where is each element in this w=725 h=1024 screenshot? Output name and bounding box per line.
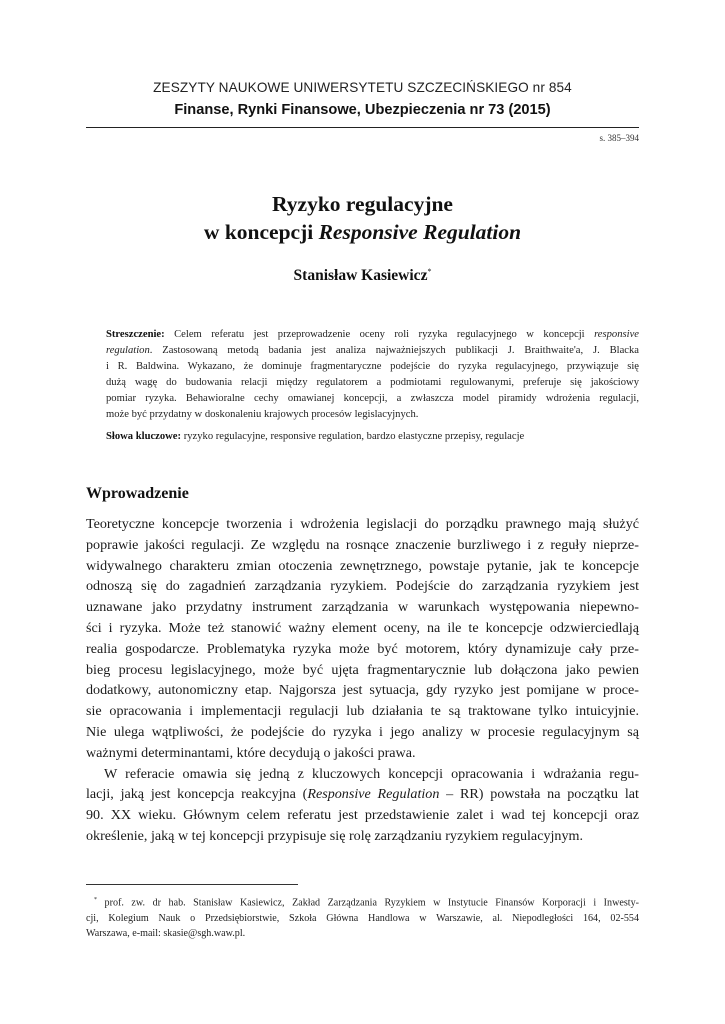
footnote-line	[86, 893, 639, 911]
article-title-line1: Ryzyko regulacyjne	[272, 192, 453, 216]
body-line: odnoszą się do zagadnień zarządzania ryzykiem. Podejście do zarządzania ryzykiem jest	[86, 578, 639, 595]
section-heading: Wprowadzenie	[86, 485, 189, 502]
footnote-line: cji, Kolegium Nauk o Przedsiębiorstwie, Szkoła Główna Handlowa w Warszawie, al. Niepodległości 164, 02-554	[86, 912, 639, 924]
abstract-line: dużą wagę do budowania relacji między regulatorem a podmiotami regulowanymi, preferuje się jakościowy	[106, 377, 639, 389]
keywords	[106, 429, 639, 445]
abstract-label: Streszczenie:	[106, 329, 165, 340]
body-line: sie opracowania i implementacji regulacji lub działania te są traktowane tylko intuicyjnie.	[86, 703, 639, 720]
abstract-text: Celem referatu jest przeprowadzenie oceny roli ryzyka regulacyjnego w koncepcji	[164, 329, 595, 340]
body-line: ważnymi determinantami, które decydują o jakości prawa.	[86, 744, 416, 761]
body-line	[86, 784, 639, 805]
body-line: widywalnego charakteru zmian otoczenia zewnętrznego, powstaje pytanie, jak te koncepcje	[86, 557, 639, 574]
abstract-line: może być przydatny w doskonaleniu krajowych procesów legislacyjnych.	[106, 409, 419, 421]
abstract-text: . Zastosowaną metodą badania jest analiza najważniejszych publikacji J. Braithwaite'a, J. Blacka	[149, 345, 639, 357]
journal-series: Finanse, Rynki Finansowe, Ubezpieczenia nr 73 (2015)	[174, 102, 551, 118]
abstract-line	[106, 343, 639, 359]
body-line: określenie, jaką w tej koncepcji przypisuje się rolę zarządzaniu ryzykiem regulacyjnym.	[86, 827, 583, 844]
keywords-text: ryzyko regulacyjne, responsive regulation, bardzo elastyczne przepisy, regulacje	[181, 431, 525, 442]
article-title-line2	[86, 220, 639, 245]
title-italic-term: Responsive Regulation	[318, 220, 522, 244]
body-text	[86, 514, 639, 847]
abstract-line	[106, 327, 639, 343]
abstract-italic: responsive	[594, 329, 639, 340]
body-italic-term: Responsive Regulation	[307, 786, 440, 803]
body-line: uznawane jako przydatny instrument zarządzania w warunkach występowania niepewno-	[86, 599, 639, 616]
journal-title: ZESZYTY NAUKOWE UNIWERSYTETU SZCZECIŃSKIEGO nr 854	[153, 80, 572, 95]
body-line: realia gospodarcze. Problematyka ryzyka może być motorem, który dynamizuje cały prze-	[86, 640, 639, 657]
author-name: Stanisław Kasiewicz	[293, 267, 428, 285]
abstract-line: i R. Baldwina. Wykazano, że dominuje fragmentaryczne podejście do ryzyka regulacyjnego, przywiązuje się	[106, 361, 639, 373]
title-prefix: w koncepcji	[203, 220, 319, 244]
abstract-line: pomiar ryzyka. Behawioralne cechy omawianej koncepcji, a zwłaszcza model piramidy wdrożenia regulacji,	[106, 393, 639, 405]
body-line: Teoretyczne koncepcje tworzenia i wdrożenia legislacji do porządku prawnego mają służyć	[86, 516, 639, 532]
author	[86, 267, 639, 285]
author-footnote-marker: *	[427, 267, 432, 276]
footnote-marker: *	[94, 897, 97, 903]
body-line: 90. XX wieku. Głównym celem referatu jest przedstawienie zalet i wad tej koncepcji oraz	[86, 807, 639, 824]
footnote-text: prof. zw. dr hab. Stanisław Kasiewicz, Zakład Zarządzania Ryzykiem w Instytucie Finansów Korporacji i Inwesty-	[97, 897, 639, 909]
body-line: bieg procesu legislacyjnego, może być ujęta fragmentarycznie lub dołączona jako pewien	[86, 661, 639, 678]
body-line: W referacie omawia się jedną z kluczowych koncepcji opracowania i wdrażania regu-	[104, 765, 639, 782]
abstract-italic: regulation	[106, 345, 150, 357]
body-text-span: lacji, jaką jest koncepcja reakcyjna (	[86, 786, 308, 803]
footnote-line: Warszawa, e-mail: skasie@sgh.waw.pl.	[86, 928, 246, 940]
keywords-label: Słowa kluczowe:	[106, 431, 182, 442]
body-line: Nie ulega wątpliwości, że podejście do ryzyka i jego analizy w procesie regulacyjnym są	[86, 723, 639, 740]
page-range: s. 385–394	[599, 133, 639, 143]
abstract	[106, 327, 639, 424]
header-divider	[86, 127, 639, 128]
body-line: dodatkowy, autonomiczny etap. Najgorsza jest sytuacja, gdy ryzyko jest pomijane w proce-	[86, 682, 639, 699]
footnote-divider	[86, 884, 298, 885]
body-line: poprawie jakości regulacji. Ze względu na rosnące znaczenie burzliwego i z reguły nieprze-	[86, 536, 639, 553]
body-text-span: – RR) powstała na początku lat	[439, 786, 639, 803]
body-line: ści i ryzyka. Może też stanowić ważny element oceny, na ile te koncepcje odzwierciedlają	[86, 619, 639, 636]
footnote	[86, 893, 639, 942]
